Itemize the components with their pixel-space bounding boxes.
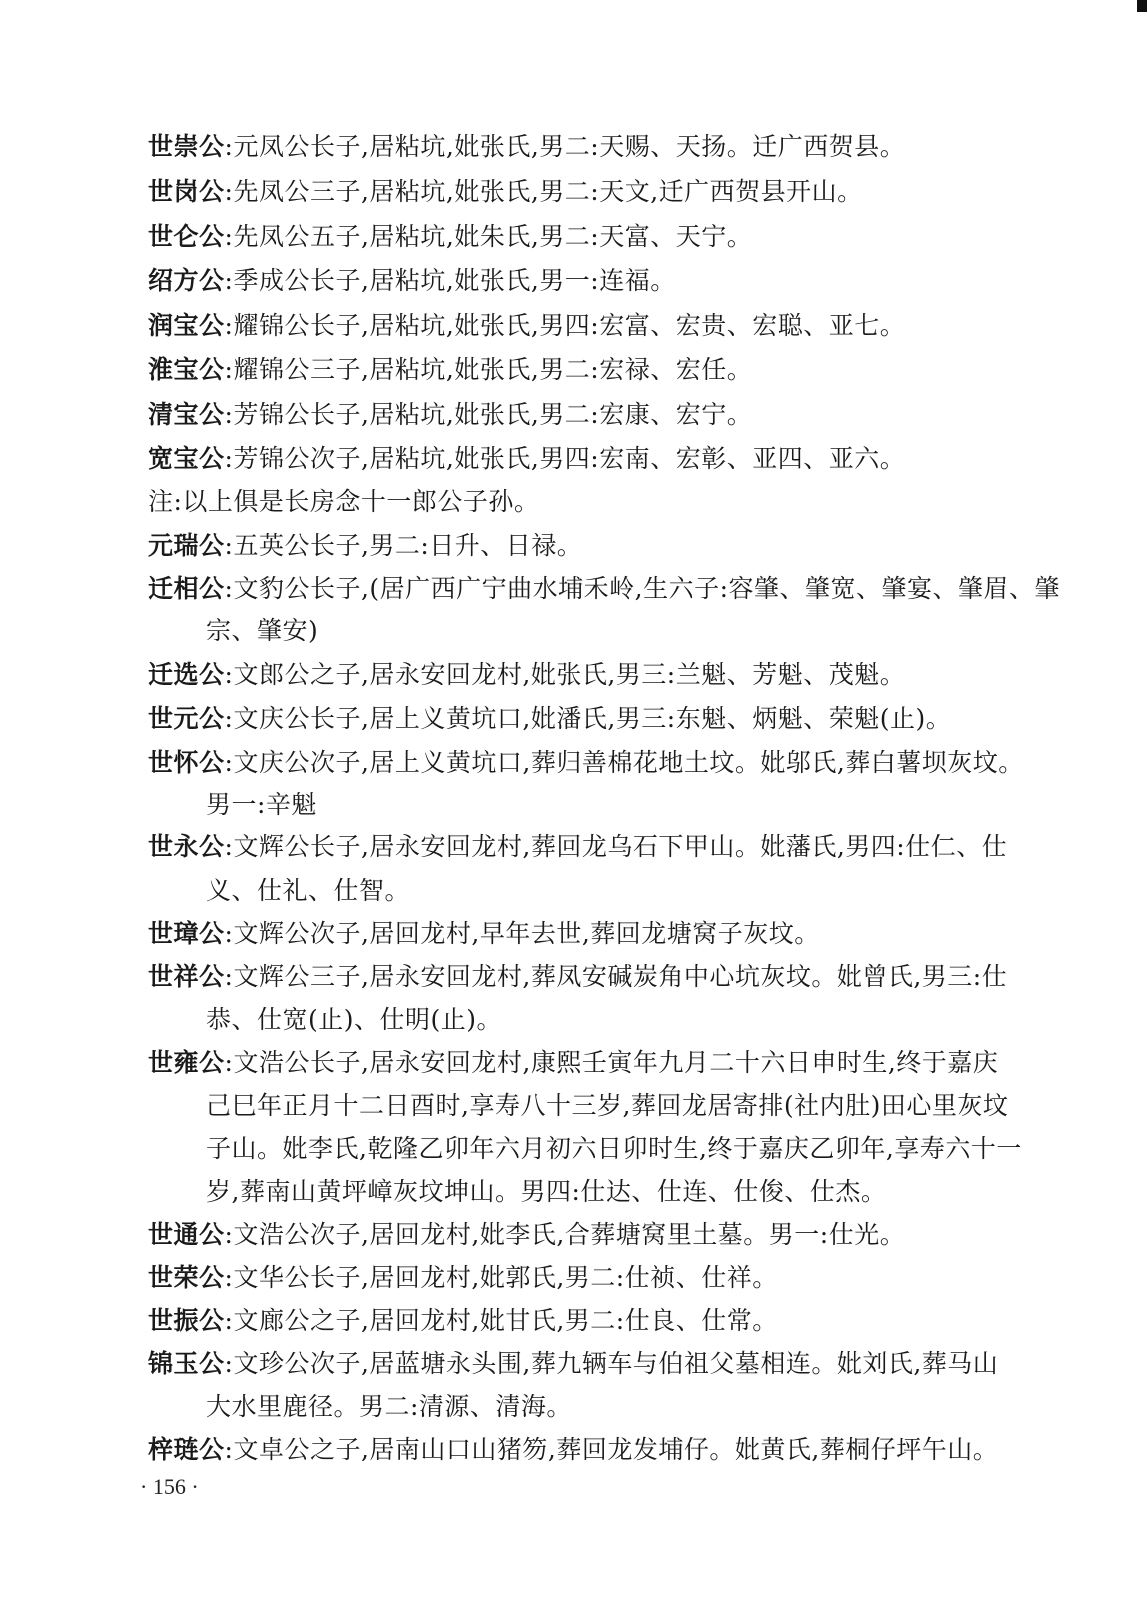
page-number: · 156 · <box>140 1474 199 1499</box>
entry-text: :文庆公长子,居上义黄坑口,妣潘氏,男三:东魁、炳魁、荣魁(止)。 <box>224 704 952 733</box>
scan-edge-mark <box>1137 0 1147 12</box>
genealogy-entry <box>148 437 1048 481</box>
entry-text: :文廊公之子,居回龙村,妣甘氏,男二:仕良、仕常。 <box>224 1306 778 1335</box>
entry-continuation: 岁,葬南山黄坪嶂灰坟坤山。男四:仕达、仕连、仕俊、仕杰。 <box>206 1177 887 1206</box>
entry-name: 宽宝公 <box>148 444 225 473</box>
genealogy-entry <box>148 259 1048 303</box>
entry-text: :文辉公三子,居永安回龙村,葬凤安碱炭角中心坑灰坟。妣曾氏,男三:仕 <box>224 962 1008 991</box>
entry-name: 锦玉公 <box>148 1349 225 1378</box>
entry-text: :文浩公次子,居回龙村,妣李氏,合葬塘窝里土墓。男一:仕光。 <box>224 1220 906 1249</box>
entry-name: 世仑公 <box>148 222 225 251</box>
entry-name: 绍方公 <box>148 266 225 295</box>
entry-text: :文庆公次子,居上义黄坑口,葬归善棉花地土坟。妣邬氏,葬白薯坝灰坟。 <box>224 748 1024 777</box>
entry-name: 世怀公 <box>148 748 225 777</box>
genealogy-entry <box>148 215 1048 259</box>
genealogy-entry <box>148 567 1061 611</box>
entry-name: 世元公 <box>148 704 225 733</box>
entry-text: :耀锦公长子,居粘坑,妣张氏,男四:宏富、宏贵、宏聪、亚七。 <box>224 311 906 340</box>
entry-continuation: 子山。妣李氏,乾隆乙卯年六月初六日卯时生,终于嘉庆乙卯年,享寿六十一 <box>206 1134 1022 1163</box>
entry-text: :文华公长子,居回龙村,妣郭氏,男二:仕祯、仕祥。 <box>224 1263 778 1292</box>
entry-text: :元凤公长子,居粘坑,妣张氏,男二:天赐、天扬。迁广西贺县。 <box>224 132 906 161</box>
entry-text: :文郎公之子,居永安回龙村,妣张氏,男三:兰魁、芳魁、茂魁。 <box>224 660 906 689</box>
entry-name: 世璋公 <box>148 919 225 948</box>
entry-continuation: 男一:辛魁 <box>206 790 317 819</box>
genealogy-entry <box>148 1041 1048 1085</box>
genealogy-entry <box>148 304 1048 348</box>
entry-text: :文辉公次子,居回龙村,早年去世,葬回龙塘窝子灰坟。 <box>224 919 820 948</box>
genealogy-entry <box>148 524 1048 568</box>
note-text: 注:以上俱是长房念十一郎公子孙。 <box>148 487 540 516</box>
entry-continuation: 恭、仕宽(止)、仕明(止)。 <box>206 1005 503 1034</box>
entry-text: :先凤公三子,居粘坑,妣张氏,男二:天文,迁广西贺县开山。 <box>224 177 863 206</box>
entry-name: 世荣公 <box>148 1263 225 1292</box>
genealogy-entry <box>148 170 1048 214</box>
entry-name: 世祥公 <box>148 962 225 991</box>
entry-continuation: 宗、肇安) <box>206 616 319 645</box>
entry-name: 世振公 <box>148 1306 225 1335</box>
entry-text: :文豹公长子,(居广西广宁曲水埔禾岭,生六子:容肇、肇宽、肇宴、肇眉、肇 <box>224 574 1061 603</box>
entry-text: :芳锦公次子,居粘坑,妣张氏,男四:宏南、宏彰、亚四、亚六。 <box>224 444 906 473</box>
entry-name: 世崇公 <box>148 132 225 161</box>
entry-continuation: 大水里鹿径。男二:清源、清海。 <box>206 1392 572 1421</box>
entry-name: 梓琏公 <box>148 1435 225 1464</box>
genealogy-entry <box>148 955 1048 999</box>
entry-text: :季成公长子,居粘坑,妣张氏,男一:连福。 <box>224 266 676 295</box>
entry-text: :文卓公之子,居南山口山猪笏,葬回龙发埔仔。妣黄氏,葬桐仔坪午山。 <box>224 1435 999 1464</box>
entry-name: 世永公 <box>148 832 225 861</box>
entry-continuation: 义、仕礼、仕智。 <box>206 876 411 905</box>
genealogy-entry <box>148 1299 1048 1343</box>
entry-name: 迁相公 <box>148 574 225 603</box>
entry-name: 润宝公 <box>148 311 225 340</box>
genealogy-entry <box>148 825 1048 869</box>
entry-text: :五英公长子,男二:日升、日禄。 <box>224 531 583 560</box>
genealogy-entry <box>148 697 1048 741</box>
genealogy-entry <box>148 653 1048 697</box>
entry-name: 清宝公 <box>148 400 225 429</box>
entry-name: 世岗公 <box>148 177 225 206</box>
genealogy-entry <box>148 1342 1048 1386</box>
entry-text: :文珍公次子,居蓝塘永头围,葬九辆车与伯祖父墓相连。妣刘氏,葬马山 <box>224 1349 999 1378</box>
entry-text: :耀锦公三子,居粘坑,妣张氏,男二:宏禄、宏任。 <box>224 355 753 384</box>
entry-text: :文浩公长子,居永安回龙村,康熙壬寅年九月二十六日申时生,终于嘉庆 <box>224 1048 999 1077</box>
entry-text: :先凤公五子,居粘坑,妣朱氏,男二:天富、天宁。 <box>224 222 753 251</box>
genealogy-entry <box>148 348 1048 392</box>
note-line <box>148 480 1048 524</box>
entry-name: 世雍公 <box>148 1048 225 1077</box>
entry-name: 淮宝公 <box>148 355 225 384</box>
genealogy-entry <box>148 741 1048 785</box>
genealogy-entry <box>148 1428 1048 1472</box>
entry-text: :芳锦公长子,居粘坑,妣张氏,男二:宏康、宏宁。 <box>224 400 753 429</box>
genealogy-entry <box>148 1256 1048 1300</box>
genealogy-entry <box>148 125 1048 169</box>
entry-name: 元瑞公 <box>148 531 225 560</box>
genealogy-entry <box>148 912 1048 956</box>
genealogy-entry <box>148 1213 1048 1257</box>
genealogy-entry <box>148 393 1048 437</box>
entry-name: 世通公 <box>148 1220 225 1249</box>
entry-name: 迁选公 <box>148 660 225 689</box>
entry-continuation: 己巳年正月十二日酉时,享寿八十三岁,葬回龙居寄排(社内肚)田心里灰坟 <box>206 1091 1009 1120</box>
entry-text: :文辉公长子,居永安回龙村,葬回龙乌石下甲山。妣藩氏,男四:仕仁、仕 <box>224 832 1008 861</box>
